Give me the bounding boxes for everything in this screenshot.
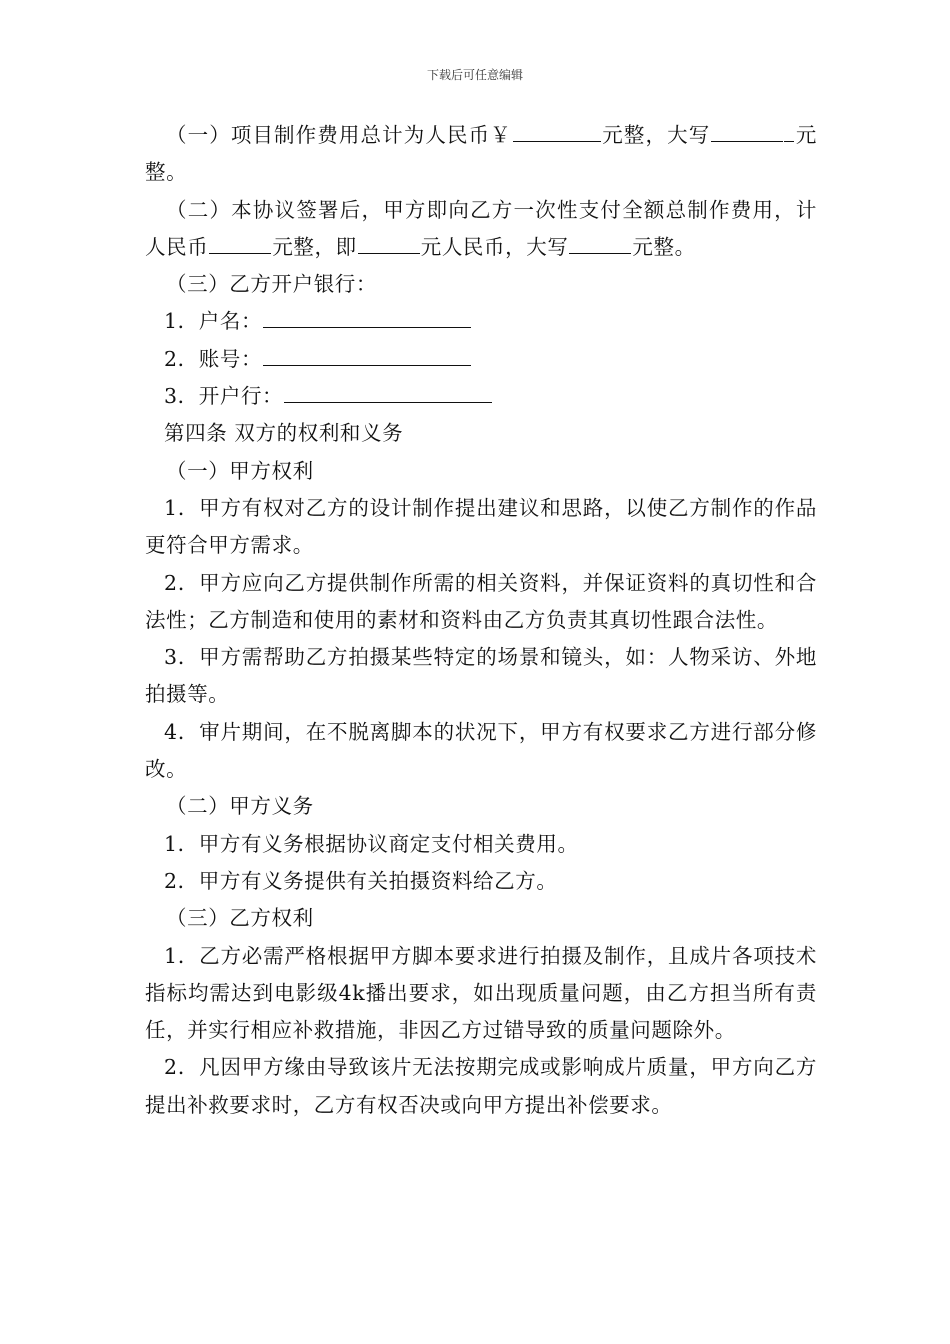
payment-item-2-text-d: 元整。 xyxy=(632,234,696,259)
payment-item-3: （三）乙方开户银行： xyxy=(166,272,377,297)
partyB-right-1: 1．乙方必需严格根据甲方脚本要求进行拍摄及制作，且成片各项技术指标均需达到电影级4k播出要求，如出现质量问题，由乙方担当所有责任，并实行相应补救措施，非因乙方过错导致的质量问题除外。 xyxy=(145,943,817,1043)
page-header: 下载后可任意编辑 xyxy=(426,68,523,82)
payment-item-2 xyxy=(145,192,817,267)
bank-account-line xyxy=(145,341,817,378)
bank-name-blank xyxy=(263,305,471,328)
partyA-right-1: 1．甲方有权对乙方的设计制作提出建议和思路，以使乙方制作的作品更符合甲方需求。 xyxy=(145,495,817,558)
bank-name-line xyxy=(145,303,817,340)
partyA-right-2: 2．甲方应向乙方提供制作所需的相关资料，并保证资料的真切性和合法性；乙方制造和使用的素材和资料由乙方负责其真切性跟合法性。 xyxy=(145,570,817,632)
payment-item-1-text-b: 元整，大写 xyxy=(601,123,711,147)
uppercase-blank xyxy=(569,231,631,254)
partyA-duties-title: （二）甲方义务 xyxy=(166,794,314,819)
amount-uppercase-blank xyxy=(711,119,783,142)
partyA-duty-2: 2．甲方有义务提供有关拍摄资料给乙方。 xyxy=(164,868,558,893)
payment-item-2-text-c: 元人民币，大写 xyxy=(420,234,569,259)
partyA-right-4: 4．审片期间，在不脱离脚本的状况下，甲方有权要求乙方进行部分修改。 xyxy=(145,719,817,782)
payment-item-2-text-a: （二）本协议签署后，甲方即向乙方一次性支付全额总制作费用，计人民币 xyxy=(145,197,817,259)
partyB-rights-title: （三）乙方权利 xyxy=(166,906,314,931)
partyA-rights-title: （一）甲方权利 xyxy=(166,458,314,483)
partyA-duty-1: 1．甲方有义务根据协议商定支付相关费用。 xyxy=(164,831,579,856)
bank-branch-line xyxy=(145,378,817,415)
article-4-title: 第四条 双方的权利和义务 xyxy=(164,421,404,446)
payment-item-1 xyxy=(145,117,817,192)
document-body xyxy=(145,117,817,1124)
rmb-blank xyxy=(358,231,420,254)
payment-item-2-text-b: 元整，即 xyxy=(272,234,357,259)
bank-account-blank xyxy=(263,343,471,366)
payment-item-1-text-a: （一）项目制作费用总计为人民币￥ xyxy=(166,123,512,147)
partyB-right-2: 2．凡因甲方缘由导致该片无法按期完成或影响成片质量，甲方向乙方提出补救要求时，乙方有权否决或向甲方提出补偿要求。 xyxy=(145,1055,817,1117)
bank-branch-blank xyxy=(284,380,492,403)
payment-item-1-text-c: 元整。 xyxy=(145,123,817,185)
amount-blank xyxy=(513,119,601,142)
bank-account-label: 2．账号： xyxy=(164,346,263,371)
total-blank xyxy=(209,231,271,254)
bank-name-label: 1．户名： xyxy=(164,309,263,334)
bank-branch-label: 3．开户行： xyxy=(164,384,284,409)
partyA-right-3: 3．甲方需帮助乙方拍摄某些特定的场景和镜头，如：人物采访、外地拍摄等。 xyxy=(145,645,817,707)
amount-uppercase-blank-cont xyxy=(784,119,794,142)
